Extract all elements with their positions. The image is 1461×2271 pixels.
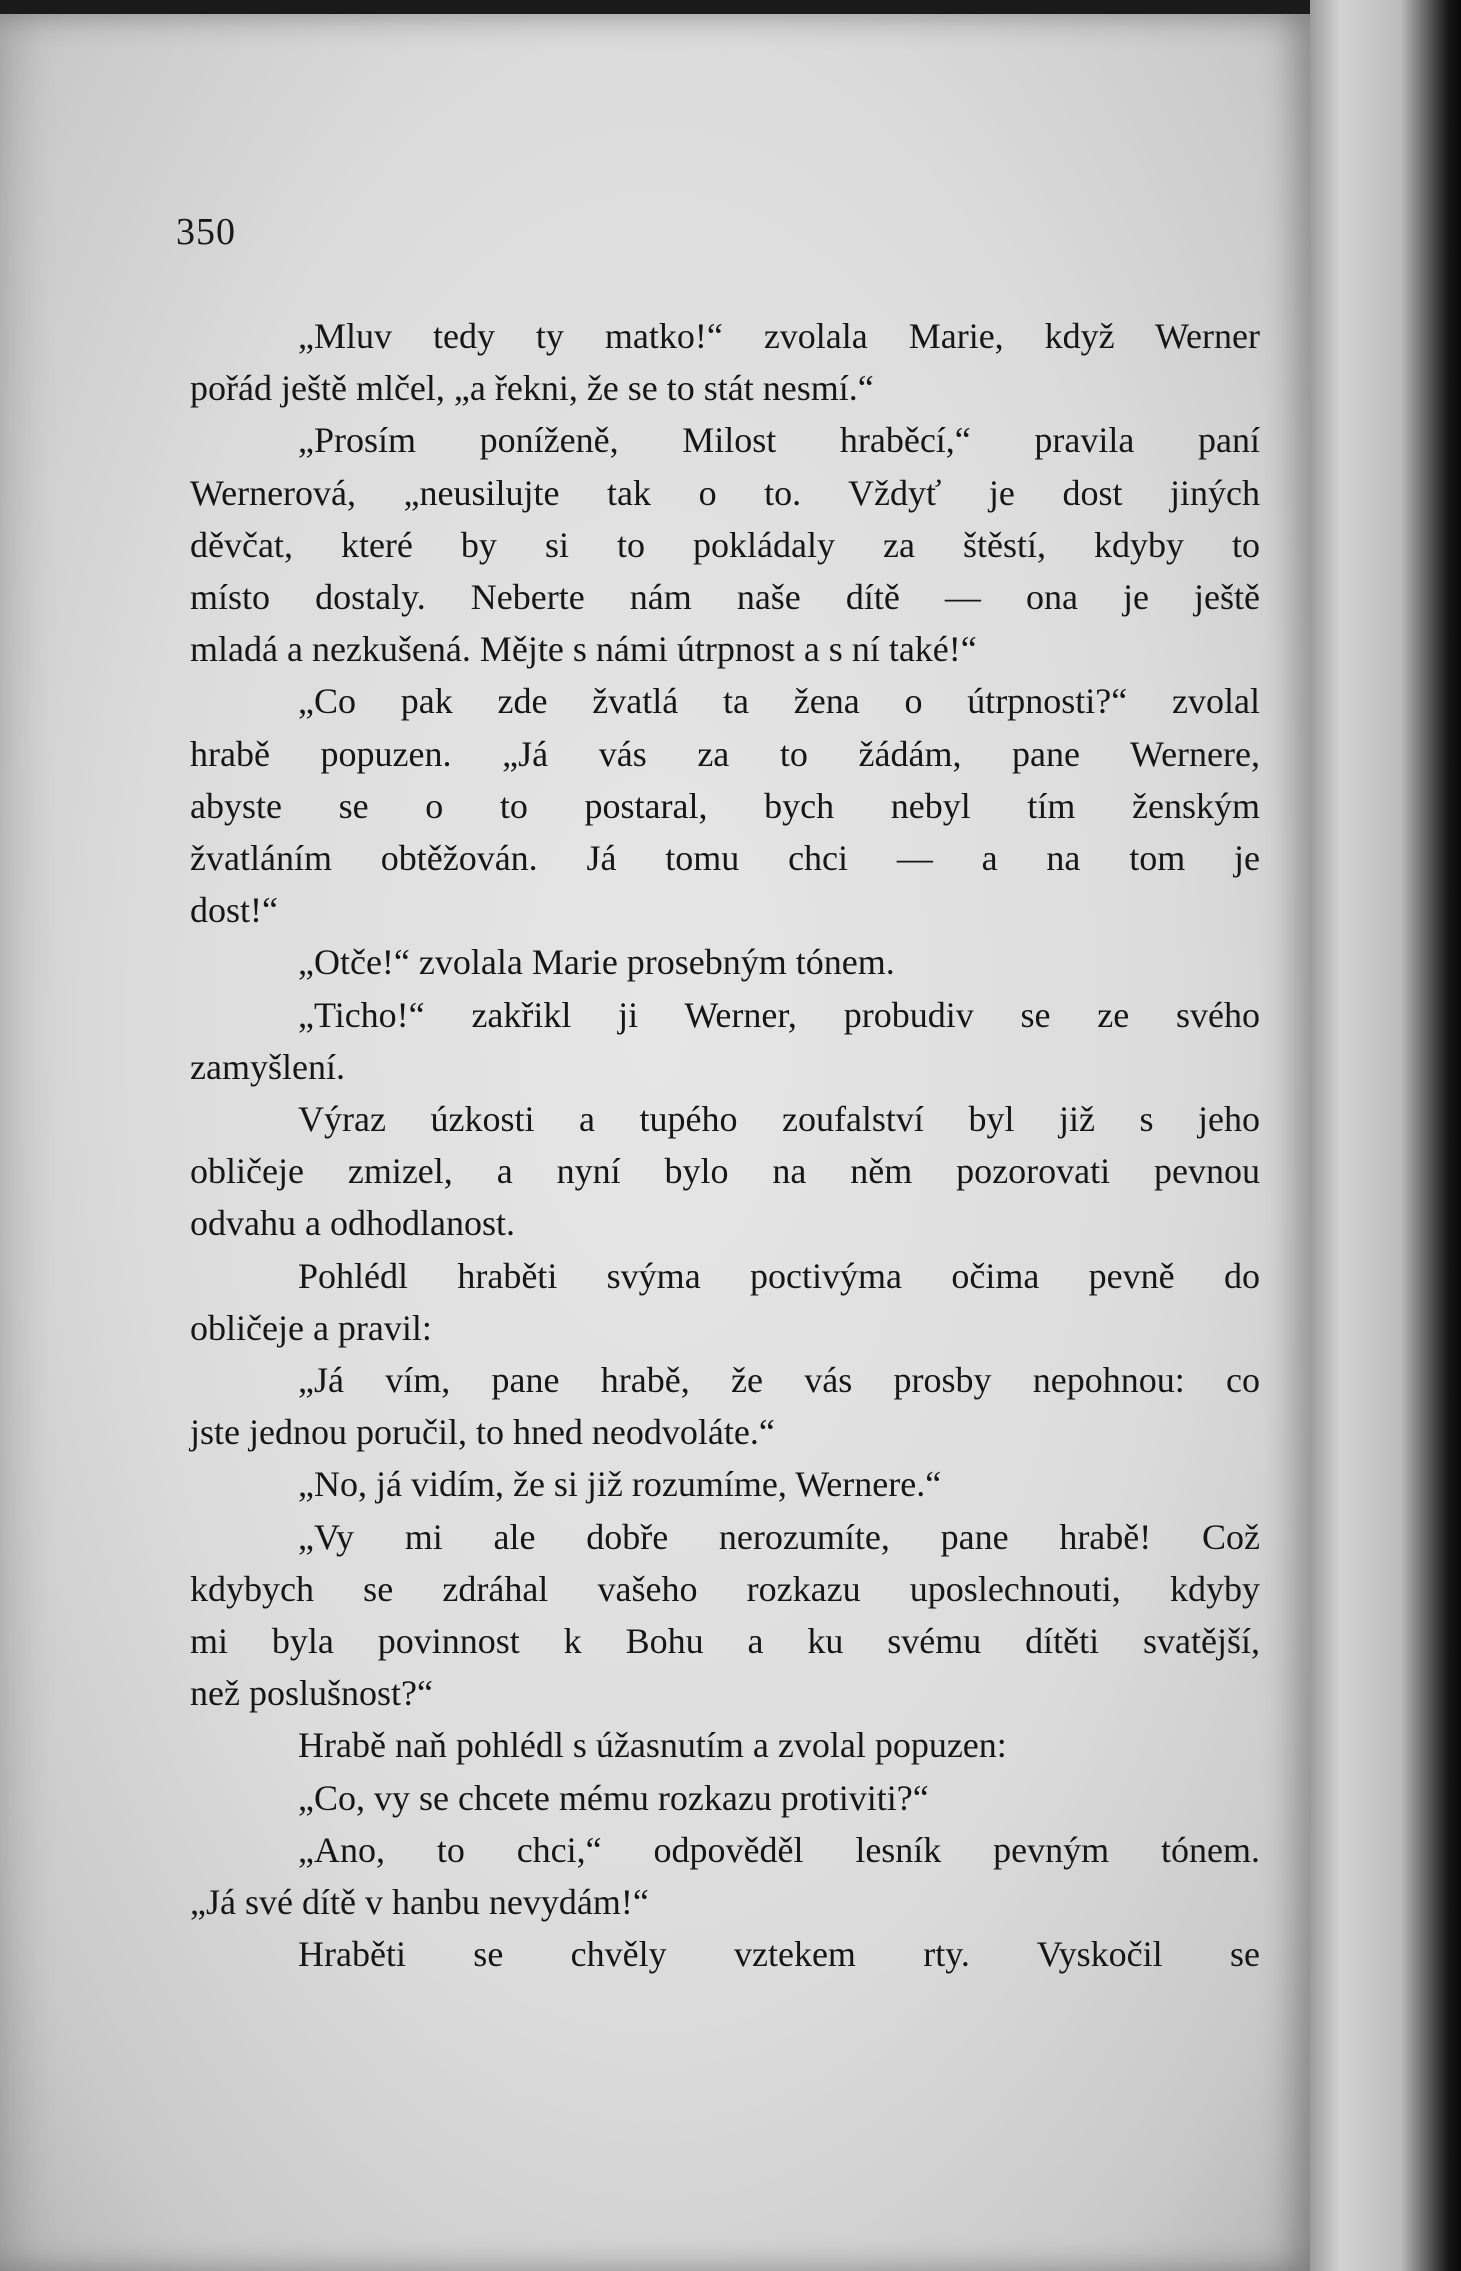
text-line: „Já své dítě v hanbu nevydám!“ [190,1882,649,1923]
text-line: žvatláním obtěžován. Já tomu chci — a na tom je [190,838,1260,879]
text-line: abyste se o to postaral, bych nebyl tím ženským [190,785,1260,826]
text-line: Výraz úzkosti a tupého zoufalství byl již s jeho [298,1099,1260,1140]
text-line: hrabě popuzen. „Já vás za to žádám, pane Wernere, [190,733,1260,774]
text-line: „Mluv tedy ty matko!“ zvolala Marie, když Werner [298,316,1260,356]
text-line: jste jednou poručil, to hned neodvoláte.“ [190,1412,775,1453]
text-line: zamyšlení. [190,1046,345,1087]
book-spine-shadow [1310,0,1461,2271]
text-line: mi byla povinnost k Bohu a ku svému dítěti svatější, [190,1621,1260,1662]
text-line: „Co, vy se chcete mému rozkazu protiviti?“ [298,1777,929,1818]
text-line: „Otče!“ zvolala Marie prosebným tónem. [298,942,895,983]
text-line: odvahu a odhodlanost. [190,1203,515,1244]
text-line: „Ano, to chci,“ odpověděl lesník pevným tónem. [298,1829,1260,1870]
text-line: Hraběti se chvěly vztekem rty. Vyskočil se [298,1934,1260,1975]
text-line: „Vy mi ale dobře nerozumíte, pane hrabě! Což [298,1516,1260,1557]
text-line: dost!“ [190,890,278,931]
text-line: „Ticho!“ zakřikl ji Werner, probudiv se ze svého [298,994,1260,1035]
text-line: „Co pak zde žvatlá ta žena o útrpnosti?“ zvolal [298,681,1260,722]
text-line: než poslušnost?“ [190,1673,433,1714]
text-line: mladá a nezkušená. Mějte s námi útrpnost a s ní také!“ [190,629,977,670]
text-line: pořád ještě mlčel, „a řekni, že se to stát nesmí.“ [190,368,874,409]
text-line: Hrabě naň pohlédl s úžasnutím a zvolal popuzen: [298,1725,1007,1766]
text-line: kdybych se zdráhal vašeho rozkazu uposlechnouti, kdyby [190,1568,1260,1609]
page-number: 350 [176,211,236,253]
text-line: Wernerová, „neusilujte tak o to. Vždyť je dost jiných [190,472,1260,513]
text-line: Pohlédl hraběti svýma poctivýma očima pevně do [298,1255,1260,1296]
text-line: obličeje a pravil: [190,1307,432,1348]
text-line: děvčat, které by si to pokládaly za štěstí, kdyby to [190,524,1260,565]
text-line: „Prosím poníženě, Milost hraběcí,“ pravila paní [298,420,1260,461]
text-line: „Já vím, pane hrabě, že vás prosby nepohnou: co [298,1360,1260,1401]
text-line: obličeje zmizel, a nyní bylo na něm pozorovati pevnou [190,1151,1260,1192]
text-line: „No, já vidím, že si již rozumíme, Wernere.“ [298,1464,942,1505]
text-line: místo dostaly. Neberte nám naše dítě — ona je ještě [190,577,1260,618]
body-text [190,310,1260,1981]
